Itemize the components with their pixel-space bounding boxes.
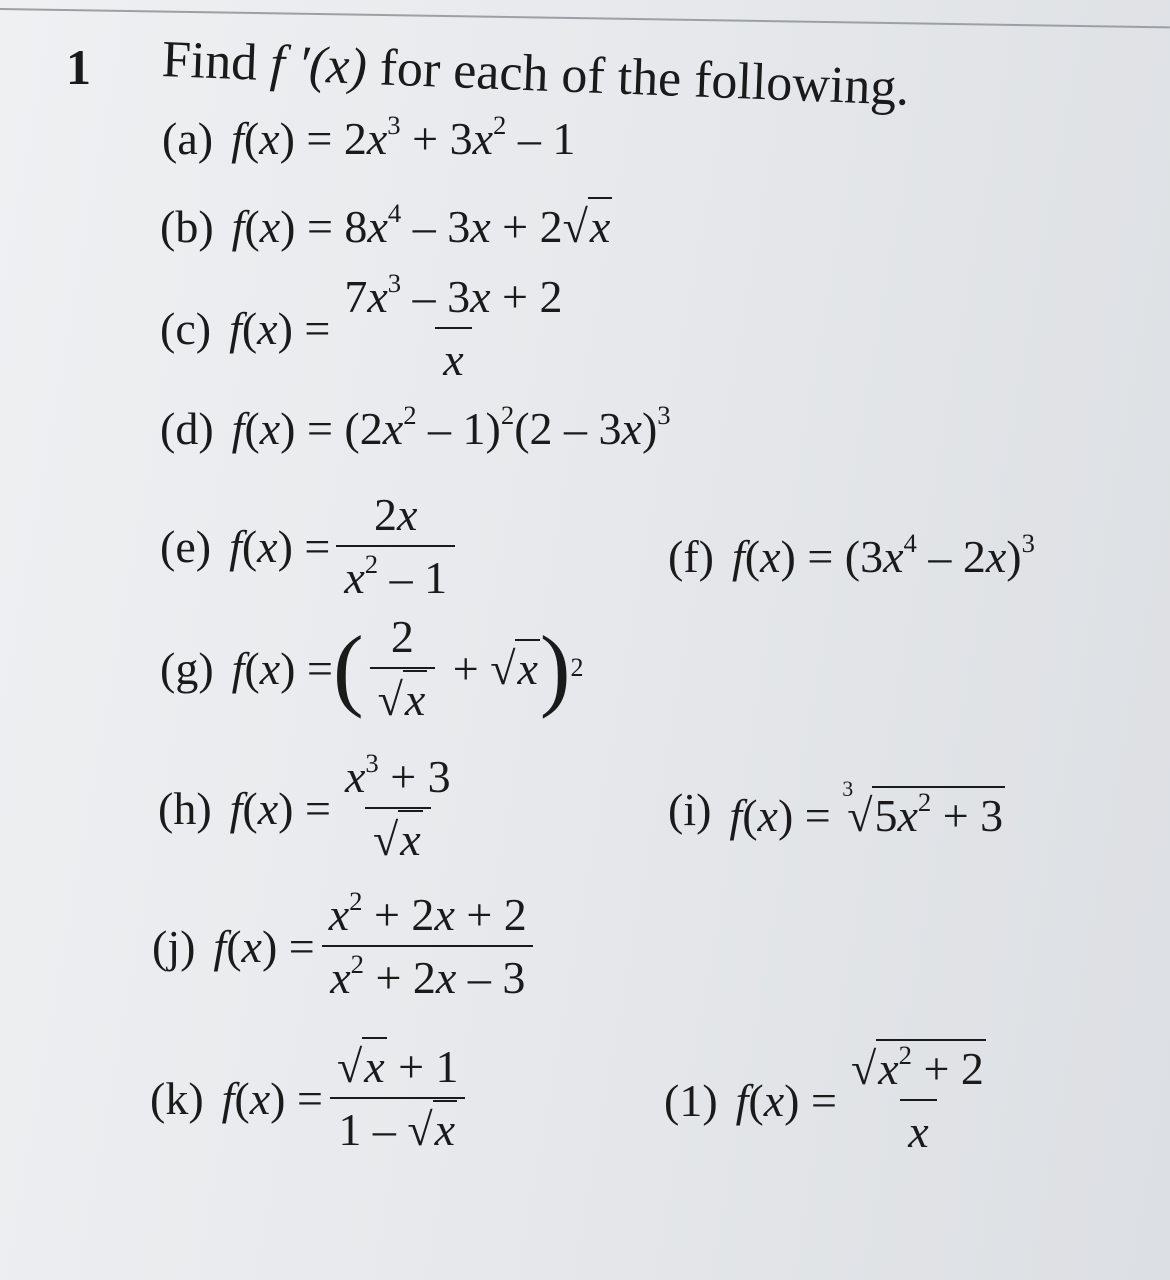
formula-j-lhs: f(x) =	[213, 920, 315, 972]
fraction-numerator: $√x^2 + 2$	[850, 1040, 984, 1094]
part-f	[668, 530, 1035, 583]
fraction-denominator: $x^2 - 1$	[336, 545, 455, 604]
fraction-denominator: 1 – √x	[330, 1097, 465, 1156]
part-label: (b)	[160, 201, 214, 252]
part-label: (j)	[152, 920, 196, 972]
part-label: (k)	[150, 1072, 204, 1124]
formula-h-fraction	[337, 750, 459, 866]
fraction-numerator: $7x^3 - 3x + 2$	[344, 268, 563, 322]
fraction-numerator: $x^2 + 2x + 2$	[328, 886, 527, 940]
formula-h-lhs: f(x) =	[229, 782, 331, 834]
part-e	[160, 488, 461, 604]
fraction-denominator: x	[900, 1099, 936, 1158]
part-label: (d)	[160, 403, 214, 454]
part-c	[160, 270, 577, 386]
part-g: (g) f(x) = ( $\frac{2}{√x}$ + √x ) 2	[160, 611, 584, 725]
part-label: (h)	[158, 782, 212, 834]
part-l	[664, 1042, 1000, 1158]
formula-l-fraction	[843, 1042, 994, 1158]
formula-e-fraction	[336, 488, 455, 604]
formula-l-lhs: f(x) =	[735, 1074, 837, 1126]
part-label: (a)	[162, 113, 214, 164]
part-k	[150, 1040, 473, 1156]
part-i	[668, 776, 1005, 842]
formula-i: $f(x) = ^3√5x^2 + 3$	[729, 776, 1004, 842]
question-heading: Find f ′(x) for each of the following.	[160, 31, 911, 117]
part-label: (c)	[160, 302, 212, 354]
part-label: (i)	[668, 783, 712, 835]
formula-k-fraction	[329, 1040, 467, 1156]
fraction-denominator: x	[435, 327, 471, 386]
part-label: (1)	[664, 1074, 718, 1126]
formula-c-lhs: f(x) =	[229, 302, 331, 354]
part-a	[162, 112, 575, 165]
part-label: (f)	[668, 531, 714, 582]
formula-f: $f(x) = (3x^4 - 2x)^3$	[731, 528, 1035, 582]
part-label: (g)	[160, 642, 214, 694]
fraction-denominator: √x	[370, 667, 436, 726]
fraction-denominator: $x^2 + 2x - 3$	[322, 945, 533, 1004]
page-top-rule	[0, 8, 1170, 28]
close-paren: )	[539, 617, 571, 719]
fraction-numerator: 2	[390, 611, 414, 662]
formula-k-lhs: f(x) =	[221, 1072, 323, 1124]
part-b	[160, 200, 612, 253]
fraction-numerator: √x + 1	[329, 1040, 467, 1097]
formula-c-fraction	[336, 270, 570, 386]
formula-g-fraction	[370, 610, 436, 726]
fraction-numerator: $x^3 + 3$	[344, 748, 451, 802]
formula-e-lhs: f(x) =	[229, 520, 331, 572]
formula-b: $f(x) = 8x^4 - 3x + 2√x$	[231, 198, 611, 252]
formula-g-plus-root: + √x	[441, 642, 540, 695]
part-d	[160, 402, 671, 455]
part-h	[158, 750, 465, 866]
formula-a: $f(x) = 2x^3 + 3x^2 - 1$	[231, 110, 576, 164]
part-label: (e)	[160, 520, 212, 572]
formula-j-fraction	[321, 888, 535, 1004]
open-paren: (	[332, 617, 364, 719]
part-j	[152, 888, 541, 1004]
fraction-denominator: √x	[365, 807, 431, 866]
formula-d: $f(x) = (2x^2 - 1)^2(2 - 3x)^3$	[231, 400, 671, 454]
fraction-numerator: 2x	[374, 489, 418, 540]
formula-g-lhs: f(x) =	[231, 642, 333, 694]
question-number: 1	[66, 39, 91, 95]
